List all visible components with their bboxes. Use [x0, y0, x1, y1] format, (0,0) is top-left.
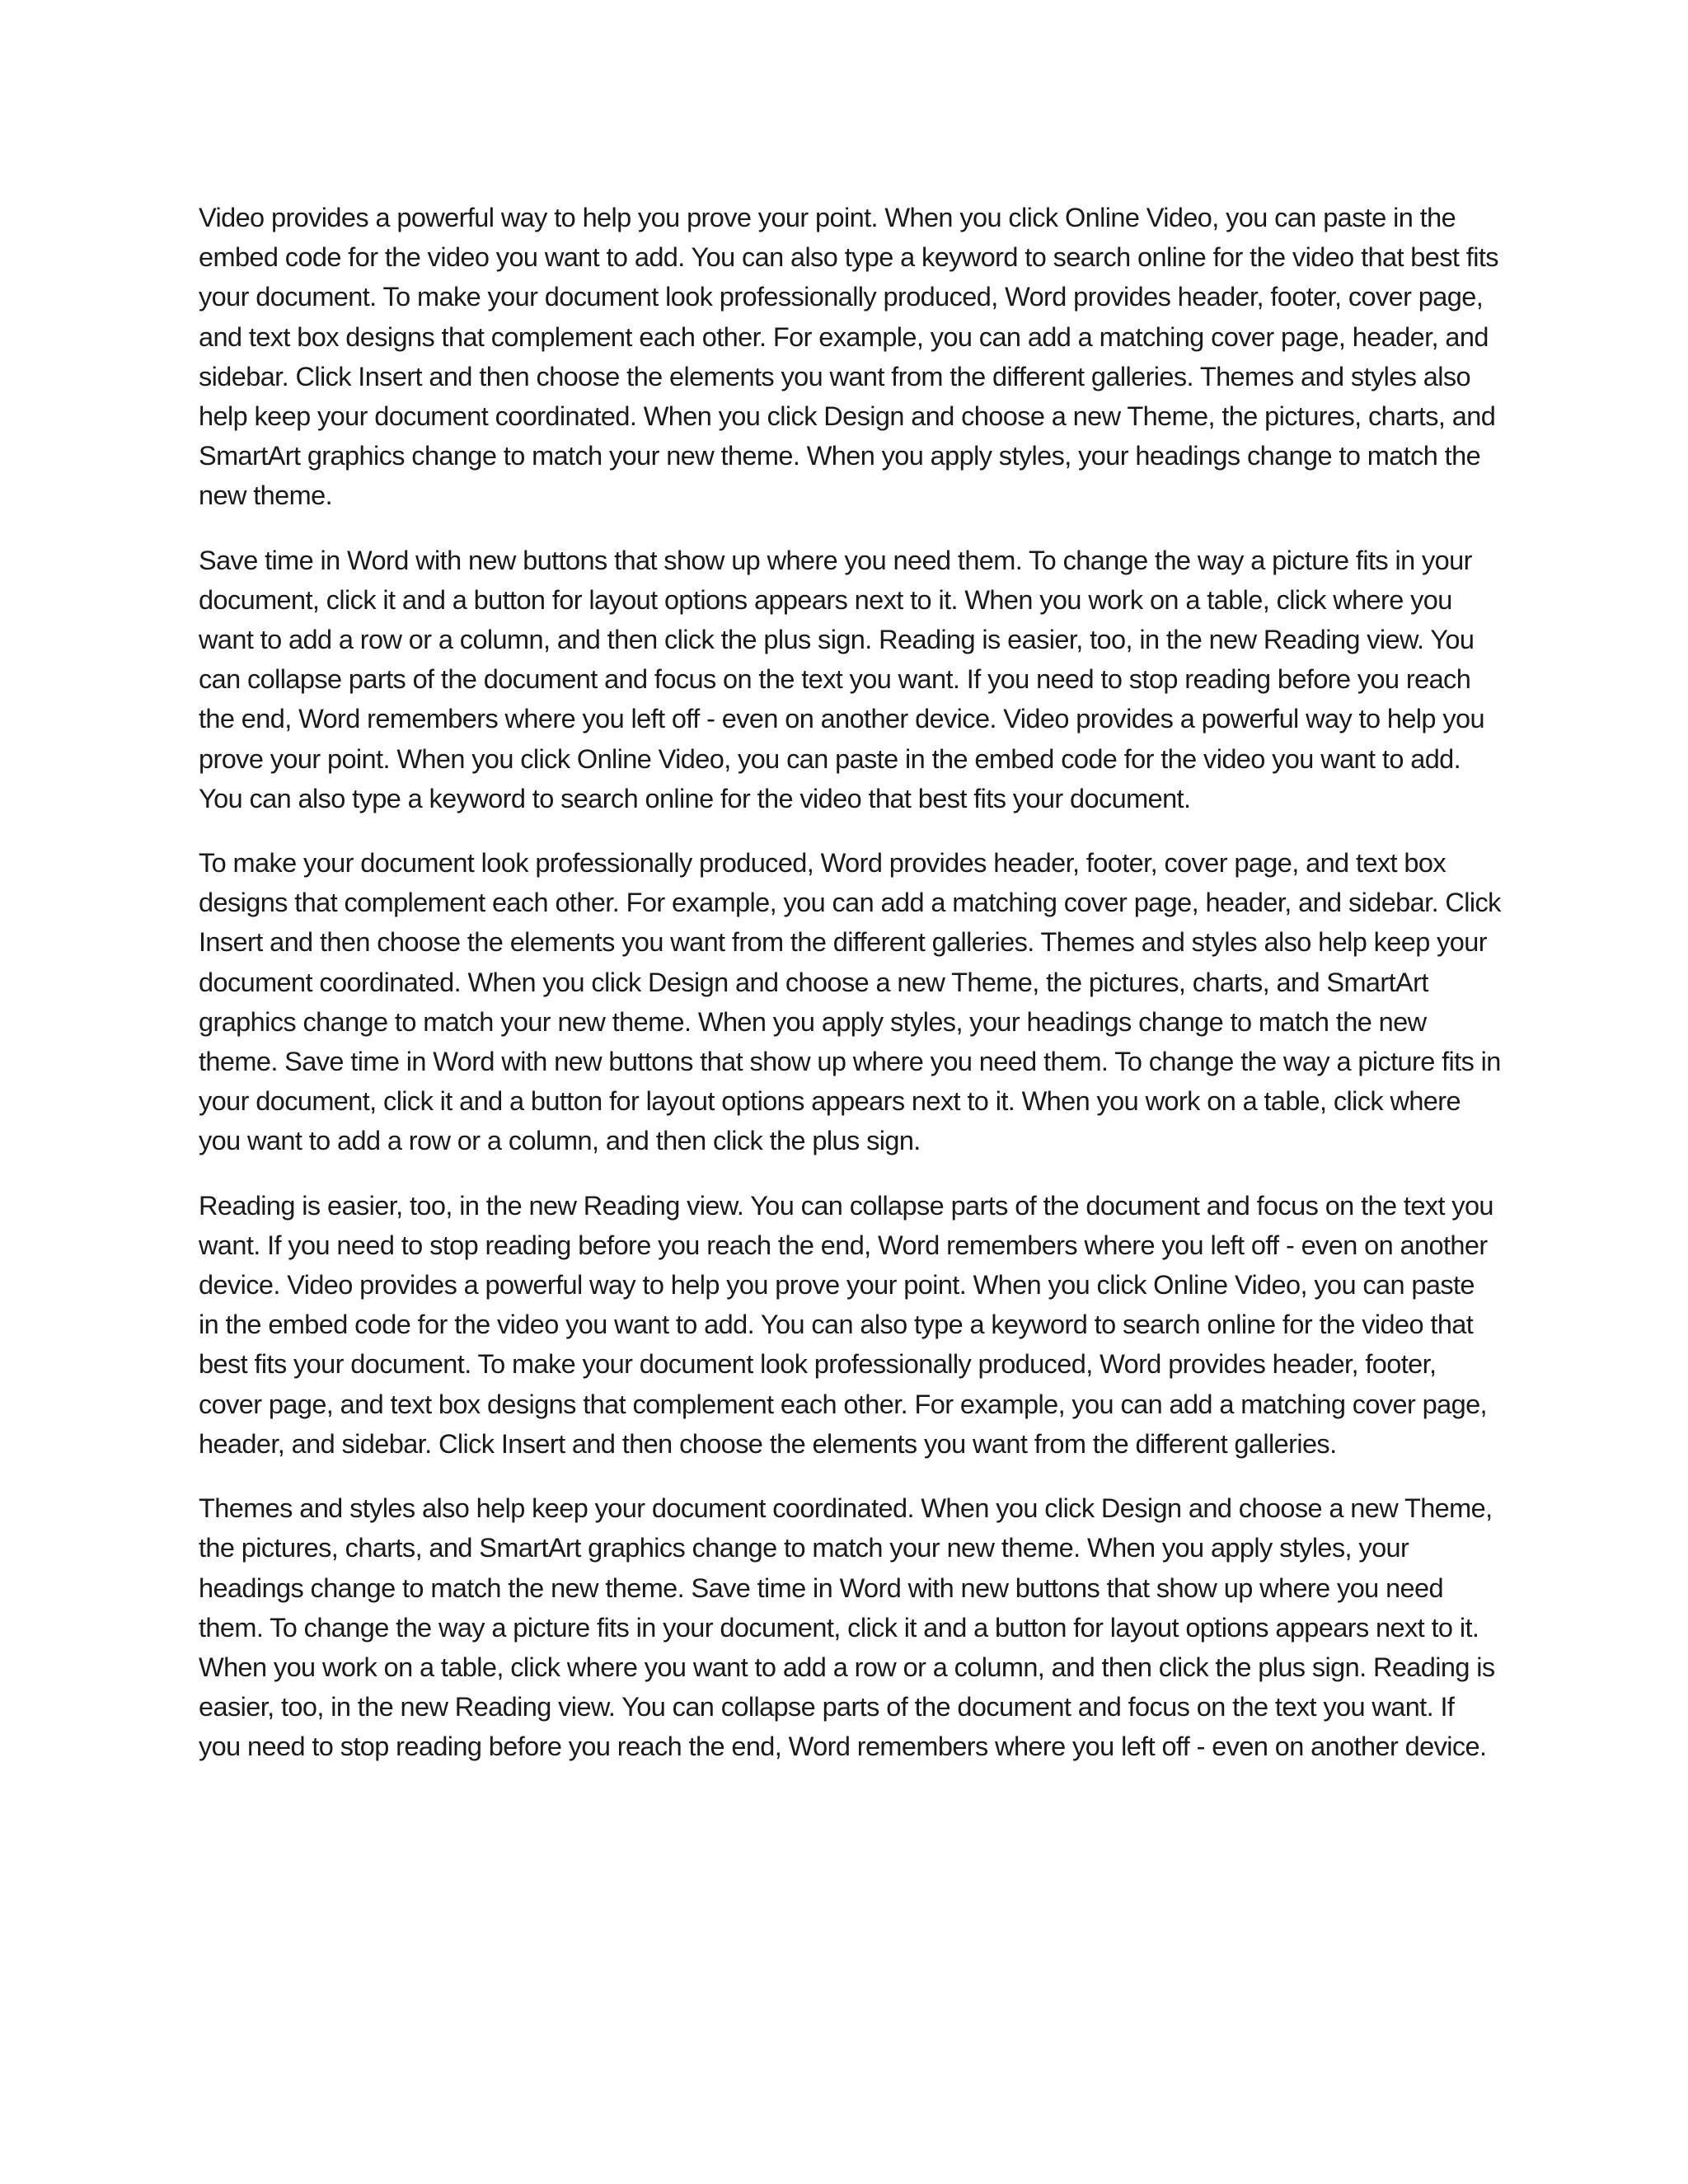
paragraph-5: Themes and styles also help keep your document coordinated. When you click Design and choose a new Theme, the pictures, charts, and SmartArt graphics change to match your new theme. When you apply styles, your headings change to match the new theme. Save time in Word with new buttons that show up where you need them. To change the way a picture fits in your document, click it and a button for layout options appears next to it. When you work on a table, click where you want to add a row or a column, and then click the plus sign. Reading is easier, too, in the new Reading view. You can collapse parts of the document and focus on the text you want. If you need to stop reading before you reach the end, Word remembers where you left off - even on another device. [199, 1493, 1495, 1762]
paragraph-3: To make your document look professionally produced, Word provides header, footer, cover page, and text box designs that complement each other. For example, you can add a matching cover page, header, and sidebar. Click Insert and then choose the elements you want from the different galleries. Themes and styles also help keep your document coordinated. When you click Design and choose a new Theme, the pictures, charts, and SmartArt graphics change to match your new theme. When you apply styles, your headings change to match the new theme. Save time in Word with new buttons that show up where you need them. To change the way a picture fits in your document, click it and a button for layout options appears next to it. When you work on a table, click where you want to add a row or a column, and then click the plus sign. [199, 848, 1501, 1156]
paragraph-2: Save time in Word with new buttons that show up where you need them. To change the way a picture fits in your document, click it and a button for layout options appears next to it. When you work on a table, click where you want to add a row or a column, and then click the plus sign. Reading is easier, too, in the new Reading view. You can collapse parts of the document and focus on the text you want. If you need to stop reading before you reach the end, Word remembers where you left off - even on another device. Video provides a powerful way to help you prove your point. When you click Online Video, you can paste in the embed code for the video you want to add. You can also type a keyword to search online for the video that best fits your document. [199, 545, 1484, 813]
paragraph-4: Reading is easier, too, in the new Reading view. You can collapse parts of the document and focus on the text you want. If you need to stop reading before you reach the end, Word remembers where you left off - even on another device. Video provides a powerful way to help you prove your point. When you click Online Video, you can paste in the embed code for the video you want to add. You can also type a keyword to search online for the video that best fits your document. To make your document look professionally produced, Word provides header, footer, cover page, and text box designs that complement each other. For example, you can add a matching cover page, header, and sidebar. Click Insert and then choose the elements you want from the different galleries. [199, 1190, 1493, 1459]
document-body [199, 198, 1501, 1792]
paragraph-1: Video provides a powerful way to help you prove your point. When you click Online Video, you can paste in the embed code for the video you want to add. You can also type a keyword to search online for the video that best fits your document. To make your document look professionally produced, Word provides header, footer, cover page, and text box designs that complement each other. For example, you can add a matching cover page, header, and sidebar. Click Insert and then choose the elements you want from the different galleries. Themes and styles also help keep your document coordinated. When you click Design and choose a new Theme, the pictures, charts, and SmartArt graphics change to match your new theme. When you apply styles, your headings change to match the new theme. [199, 203, 1498, 511]
